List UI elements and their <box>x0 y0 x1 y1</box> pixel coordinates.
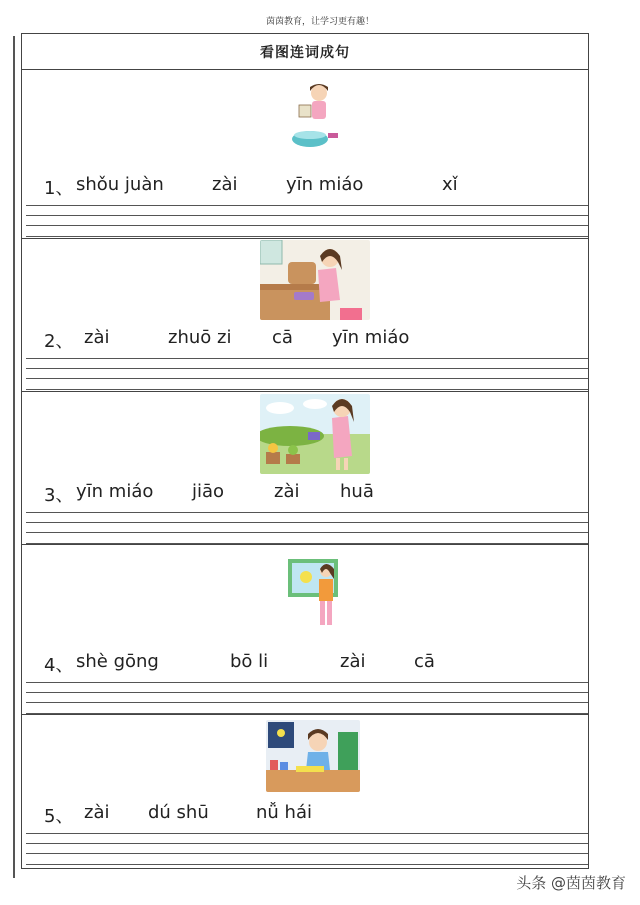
girl-watering-flowers-illustration <box>260 394 370 474</box>
worksheet-title: 看图连词成句 <box>22 34 588 70</box>
watermark: 头条 @茵茵教育 <box>516 874 626 892</box>
pinyin-word: huā <box>340 481 374 502</box>
question-2 <box>22 239 588 392</box>
pinyin-word: zài <box>274 481 300 502</box>
writing-lines[interactable] <box>26 358 588 390</box>
pinyin-word: shè gōng <box>76 651 159 672</box>
pinyin-word: shǒu juàn <box>76 174 164 195</box>
question-number: 3、 <box>44 485 74 506</box>
question-number: 1、 <box>44 178 74 199</box>
question-number: 4、 <box>44 655 74 676</box>
question-5 <box>22 715 588 870</box>
margin-rule <box>13 36 15 878</box>
pinyin-word: yīn miáo <box>76 481 154 502</box>
pinyin-word: nǚ hái <box>256 802 312 823</box>
writing-lines[interactable] <box>26 833 588 865</box>
pinyin-word: zài <box>212 174 238 195</box>
question-number: 2、 <box>44 331 74 352</box>
girl-cleaning-window-illustration <box>286 557 342 633</box>
pinyin-word: dú shū <box>148 802 209 823</box>
pinyin-word: zài <box>84 802 110 823</box>
girl-reading-at-desk-illustration <box>266 720 360 792</box>
writing-lines[interactable] <box>26 512 588 544</box>
pinyin-word: yīn miáo <box>332 327 410 348</box>
worksheet <box>21 33 589 869</box>
question-number: 5、 <box>44 806 74 827</box>
pinyin-word: yīn miáo <box>286 174 364 195</box>
pinyin-word: jiāo <box>192 481 225 502</box>
pinyin-word: bō li <box>230 651 269 672</box>
writing-lines[interactable] <box>26 205 588 237</box>
girl-washing-handkerchief-illustration <box>282 81 352 153</box>
pinyin-word: cā <box>414 651 435 672</box>
pinyin-word: zài <box>340 651 366 672</box>
girl-wiping-table-illustration <box>260 240 370 320</box>
question-4 <box>22 545 588 715</box>
question-3 <box>22 392 588 545</box>
pinyin-word: zhuō zi <box>168 327 232 348</box>
pinyin-word: cā <box>272 327 293 348</box>
writing-lines[interactable] <box>26 682 588 714</box>
question-1 <box>22 69 588 239</box>
header-note: 茵茵教育，让学习更有趣！ <box>265 17 374 27</box>
pinyin-word: zài <box>84 327 110 348</box>
pinyin-word: xǐ <box>442 174 458 195</box>
